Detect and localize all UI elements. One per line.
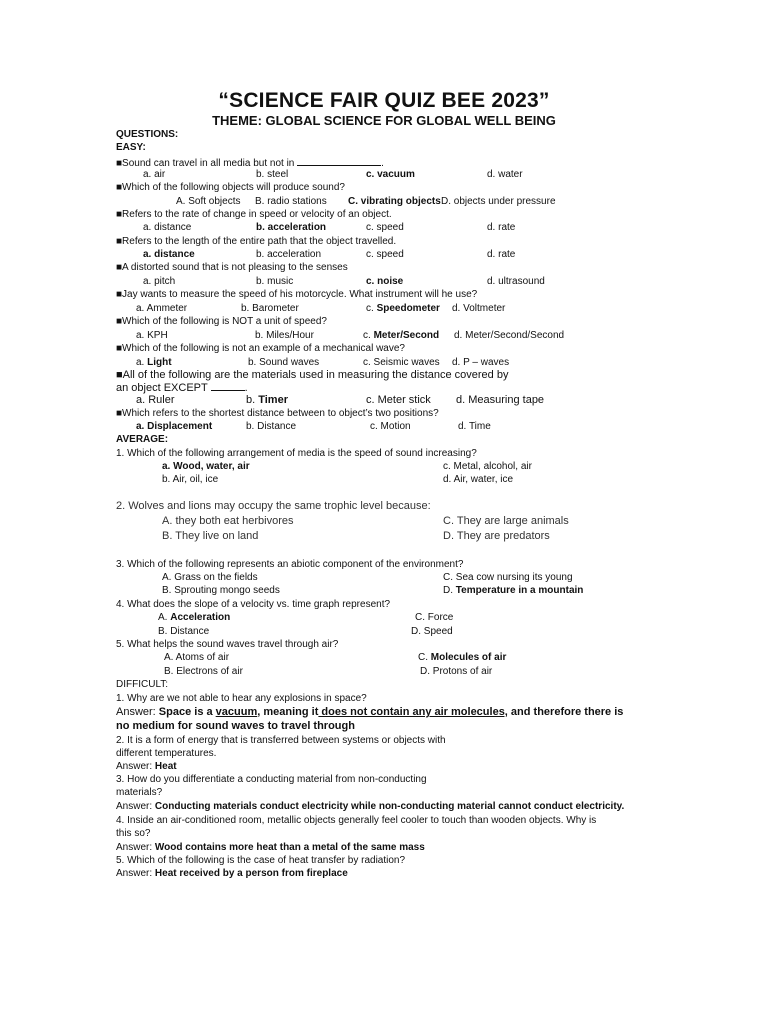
easy-q9-option-c: c. Meter stick <box>366 394 431 406</box>
easy-q6-option-d: d. Voltmeter <box>452 303 506 314</box>
average-q5-option-c <box>418 652 506 664</box>
easy-q5-option-d: d. ultrasound <box>487 276 545 287</box>
easy-question-4: ■Refers to the length of the entire path that the object travelled. <box>116 236 397 247</box>
option-text: Meter/Second <box>373 330 440 341</box>
option-letter: c. <box>363 330 374 341</box>
easy-q2-option-b: B. radio stations <box>255 196 327 207</box>
difficult-answer-3: Answer: Conducting materials conduct electricity while non-conducting material cannot conduct electricity. <box>116 801 625 812</box>
easy-question-5: ■A distorted sound that is not pleasing to the senses <box>116 262 348 273</box>
easy-q4-option-c: c. speed <box>366 249 404 260</box>
average-q2-option-b: B. They live on land <box>162 530 259 542</box>
easy-q2-option-a: A. Soft objects <box>176 196 241 207</box>
easy-question-3: ■Refers to the rate of change in speed or velocity of an object. <box>116 209 392 220</box>
answer-label: Answer: <box>116 868 155 879</box>
difficult-answer-1-cont: no medium for sound waves to travel through <box>116 720 355 732</box>
easy-question-1: ■Sound can travel in all media but not in . <box>116 158 384 169</box>
easy-question-9-cont: an object EXCEPT . <box>116 382 248 394</box>
difficult-question-1: 1. Why are we not able to hear any explosions in space? <box>116 693 367 704</box>
easy-q9-option-d: d. Measuring tape <box>456 394 545 406</box>
average-q3-option-b: B. Sprouting mongo seeds <box>162 585 280 596</box>
average-q4-option-c: C. Force <box>415 612 454 623</box>
easy-q10-option-d: d. Time <box>458 421 491 432</box>
option-text: Light <box>147 357 172 368</box>
difficult-section-label: DIFFICULT: <box>116 679 169 690</box>
easy-q9-option-b <box>246 394 288 407</box>
average-q3-option-d <box>443 585 583 597</box>
easy-q8-option-c: c. Seismic waves <box>363 357 440 368</box>
answer-blank <box>211 381 245 391</box>
average-q1-option-b: b. Air, oil, ice <box>162 474 219 485</box>
difficult-answer-1: Answer: Space is a vacuum, meaning it does not contain any air molecules, and therefore there is <box>116 706 624 718</box>
difficult-question-3: 3. How do you differentiate a conducting material from non-conducting <box>116 774 427 785</box>
easy-q1-option-c: c. vacuum <box>366 169 415 180</box>
easy-q3-option-a: a. distance <box>143 222 192 233</box>
easy-q9-option-a: a. Ruler <box>136 394 175 406</box>
average-q3-option-c: C. Sea cow nursing its young <box>443 572 573 583</box>
easy-question-10: ■Which refers to the shortest distance between to object’s two positions? <box>116 408 439 419</box>
easy-q10-option-c: c. Motion <box>370 421 411 432</box>
option-text: Speedometer <box>376 303 440 314</box>
easy-q1-option-b: b. steel <box>256 169 289 180</box>
difficult-question-2: 2. It is a form of energy that is transferred between systems or objects with <box>116 735 446 746</box>
easy-q7-option-b: b. Miles/Hour <box>255 330 314 341</box>
average-q2-option-d: D. They are predators <box>443 530 550 542</box>
difficult-question-4-cont: this so? <box>116 828 151 839</box>
average-q1-option-c: c. Metal, alcohol, air <box>443 461 532 472</box>
option-letter: c. <box>366 303 377 314</box>
easy-q7-option-a: a. KPH <box>136 330 168 341</box>
average-q5-option-b: B. Electrons of air <box>164 666 243 677</box>
easy-q8-option-d: d. P – waves <box>452 357 510 368</box>
option-letter: a. <box>136 357 148 368</box>
average-q2-option-a: A. they both eat herbivores <box>162 515 294 527</box>
easy-q7-option-d: d. Meter/Second/Second <box>454 330 565 341</box>
average-q5-option-d: D. Protons of air <box>420 666 493 677</box>
answer-label: Answer: <box>116 761 155 772</box>
easy-q7-option-c <box>363 330 439 342</box>
document-theme: THEME: GLOBAL SCIENCE FOR GLOBAL WELL BEING <box>212 113 556 128</box>
option-text: Temperature in a mountain <box>455 585 584 596</box>
easy-q4-option-d: d. rate <box>487 249 516 260</box>
easy-q5-option-c: c. noise <box>366 276 404 287</box>
easy-q10-option-b: b. Distance <box>246 421 297 432</box>
answer-label: Answer: <box>116 801 155 812</box>
easy-q3-option-c: c. speed <box>366 222 404 233</box>
average-question-3: 3. Which of the following represents an abiotic component of the environment? <box>116 559 464 570</box>
option-letter: A. <box>158 612 171 623</box>
easy-q8-option-a <box>136 357 172 369</box>
average-question-5: 5. What helps the sound waves travel through air? <box>116 639 339 650</box>
average-section-label: AVERAGE: <box>116 434 169 445</box>
option-text: Timer <box>258 394 288 406</box>
answer-label: Answer: <box>116 706 159 718</box>
easy-q10-option-a: a. Displacement <box>136 421 213 432</box>
easy-q6-option-a: a. Ammeter <box>136 303 188 314</box>
average-q2-option-c: C. They are large animals <box>443 515 569 527</box>
easy-question-2: ■Which of the following objects will produce sound? <box>116 182 345 193</box>
average-question-4: 4. What does the slope of a velocity vs. time graph represent? <box>116 599 391 610</box>
document-title: “SCIENCE FAIR QUIZ BEE 2023” <box>218 89 550 112</box>
easy-question-7: ■Which of the following is NOT a unit of speed? <box>116 316 327 327</box>
option-text: Molecules of air <box>430 652 507 663</box>
easy-q1-option-a: a. air <box>143 169 166 180</box>
average-question-2: 2. Wolves and lions may occupy the same trophic level because: <box>116 500 431 512</box>
difficult-question-4: 4. Inside an air-conditioned room, metallic objects generally feel cooler to touch than wooden objects. Why is <box>116 815 597 826</box>
difficult-answer-5: Answer: Heat received by a person from fireplace <box>116 868 348 879</box>
questions-label: QUESTIONS: <box>116 129 179 140</box>
average-q4-option-d: D. Speed <box>411 626 453 637</box>
easy-section-label: EASY: <box>116 142 146 153</box>
difficult-question-3-cont: materials? <box>116 787 163 798</box>
difficult-question-2-cont: different temperatures. <box>116 748 217 759</box>
option-letter: D. <box>443 585 456 596</box>
option-letter: b. <box>246 394 259 406</box>
easy-q2-option-c: C. vibrating objects <box>348 196 441 207</box>
easy-q6-option-b: b. Barometer <box>241 303 299 314</box>
option-text: Acceleration <box>170 612 231 623</box>
easy-q4-option-b: b. acceleration <box>256 249 322 260</box>
easy-q2-option-d: D. objects under pressure <box>441 196 556 207</box>
average-q1-option-d: d. Air, water, ice <box>443 474 514 485</box>
answer-label: Answer: <box>116 842 155 853</box>
average-q5-option-a: A. Atoms of air <box>164 652 230 663</box>
option-letter: C. <box>418 652 431 663</box>
easy-q5-option-b: b. music <box>256 276 294 287</box>
easy-q4-option-a: a. distance <box>143 249 195 260</box>
difficult-answer-4: Answer: Wood contains more heat than a metal of the same mass <box>116 842 425 853</box>
easy-q3-option-d: d. rate <box>487 222 516 233</box>
easy-q1-option-d: d. water <box>487 169 523 180</box>
easy-question-8: ■Which of the following is not an example of a mechanical wave? <box>116 343 405 354</box>
easy-q6-option-c <box>366 303 440 315</box>
average-q3-option-a: A. Grass on the fields <box>162 572 258 583</box>
easy-question-6: ■Jay wants to measure the speed of his motorcycle. What instrument will he use? <box>116 289 478 300</box>
easy-q8-option-b: b. Sound waves <box>248 357 320 368</box>
answer-blank <box>297 156 381 166</box>
easy-q5-option-a: a. pitch <box>143 276 176 287</box>
average-q4-option-a <box>158 612 230 624</box>
easy-q3-option-b: b. acceleration <box>256 222 327 233</box>
average-q1-option-a: a. Wood, water, air <box>162 461 250 472</box>
difficult-question-5: 5. Which of the following is the case of heat transfer by radiation? <box>116 855 406 866</box>
average-q4-option-b: B. Distance <box>158 626 210 637</box>
average-question-1: 1. Which of the following arrangement of media is the speed of sound increasing? <box>116 448 477 459</box>
easy-question-9: ■All of the following are the materials used in measuring the distance covered by <box>116 369 509 381</box>
difficult-answer-2: Answer: Heat <box>116 761 177 772</box>
